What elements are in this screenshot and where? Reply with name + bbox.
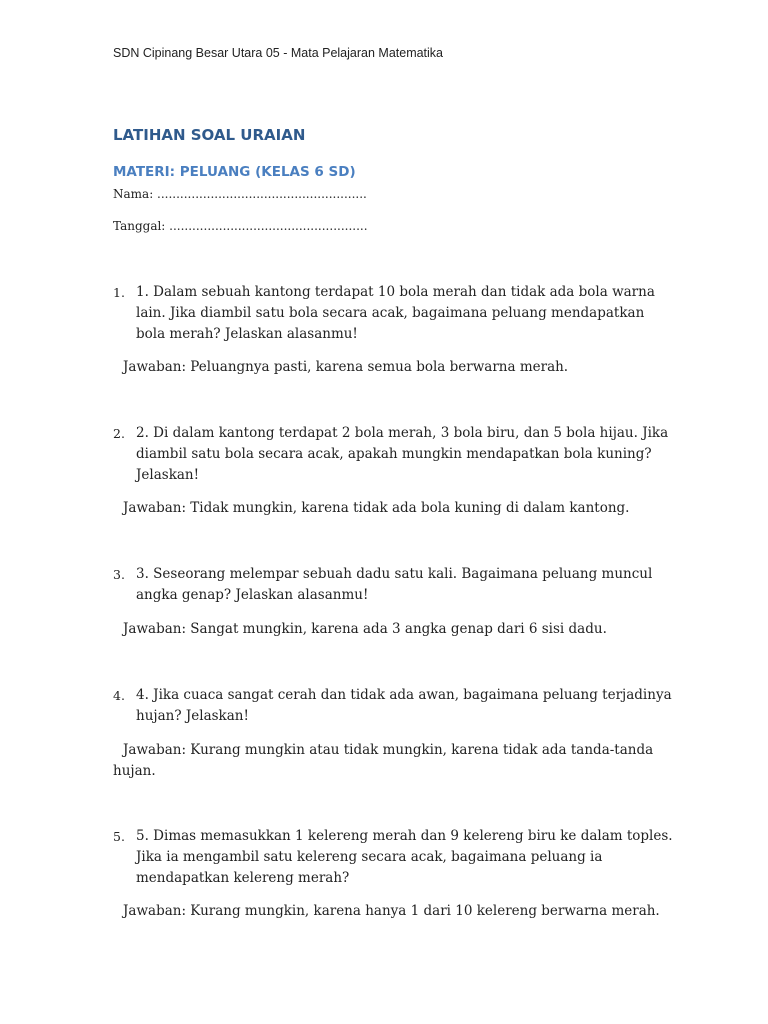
question-3 xyxy=(113,564,673,606)
date-field: Tanggal: .................................................... xyxy=(113,219,368,233)
answer-5: Jawaban: Kurang mungkin, karena hanya 1 dari 10 kelereng berwarna merah. xyxy=(123,903,660,919)
question-number: 4. xyxy=(113,688,125,703)
question-text: 5. Dimas memasukkan 1 kelereng merah dan 9 kelereng biru ke dalam toples. Jika ia mengambil satu kelereng secara acak, bagaimana peluang ia mendapatkan kelereng merah? xyxy=(136,828,673,886)
answer-2: Jawaban: Tidak mungkin, karena tidak ada bola kuning di dalam kantong. xyxy=(123,500,630,516)
question-number: 1. xyxy=(113,285,125,300)
question-number: 2. xyxy=(113,426,125,441)
question-2 xyxy=(113,423,673,486)
document-subtitle: MATERI: PELUANG (KELAS 6 SD) xyxy=(113,164,356,180)
answer-4: Jawaban: Kurang mungkin atau tidak mungkin, karena tidak ada tanda-tanda hujan. xyxy=(113,742,654,779)
question-text: 4. Jika cuaca sangat cerah dan tidak ada awan, bagaimana peluang terjadinya hujan? Jelaskan! xyxy=(136,687,672,724)
question-number: 5. xyxy=(113,829,125,844)
name-field: Nama: ....................................................... xyxy=(113,187,367,201)
answer-1: Jawaban: Peluangnya pasti, karena semua bola berwarna merah. xyxy=(123,359,569,375)
page-header: SDN Cipinang Besar Utara 05 - Mata Pelajaran Matematika xyxy=(113,46,444,60)
question-4 xyxy=(113,685,673,727)
question-number: 3. xyxy=(113,567,125,582)
document-title: LATIHAN SOAL URAIAN xyxy=(113,126,306,144)
question-text: 1. Dalam sebuah kantong terdapat 10 bola merah dan tidak ada bola warna lain. Jika diambil satu bola secara acak, bagaimana peluang mendapatkan bola merah? Jelaskan alasanmu! xyxy=(136,284,655,342)
question-text: 2. Di dalam kantong terdapat 2 bola merah, 3 bola biru, dan 5 bola hijau. Jika diambil satu bola secara acak, apakah mungkin mendapatkan bola kuning? Jelaskan! xyxy=(136,425,669,483)
answer-3: Jawaban: Sangat mungkin, karena ada 3 angka genap dari 6 sisi dadu. xyxy=(123,621,607,637)
question-5 xyxy=(113,826,673,889)
question-1 xyxy=(113,282,673,345)
question-text: 3. Seseorang melempar sebuah dadu satu kali. Bagaimana peluang muncul angka genap? Jelaskan alasanmu! xyxy=(136,566,653,603)
